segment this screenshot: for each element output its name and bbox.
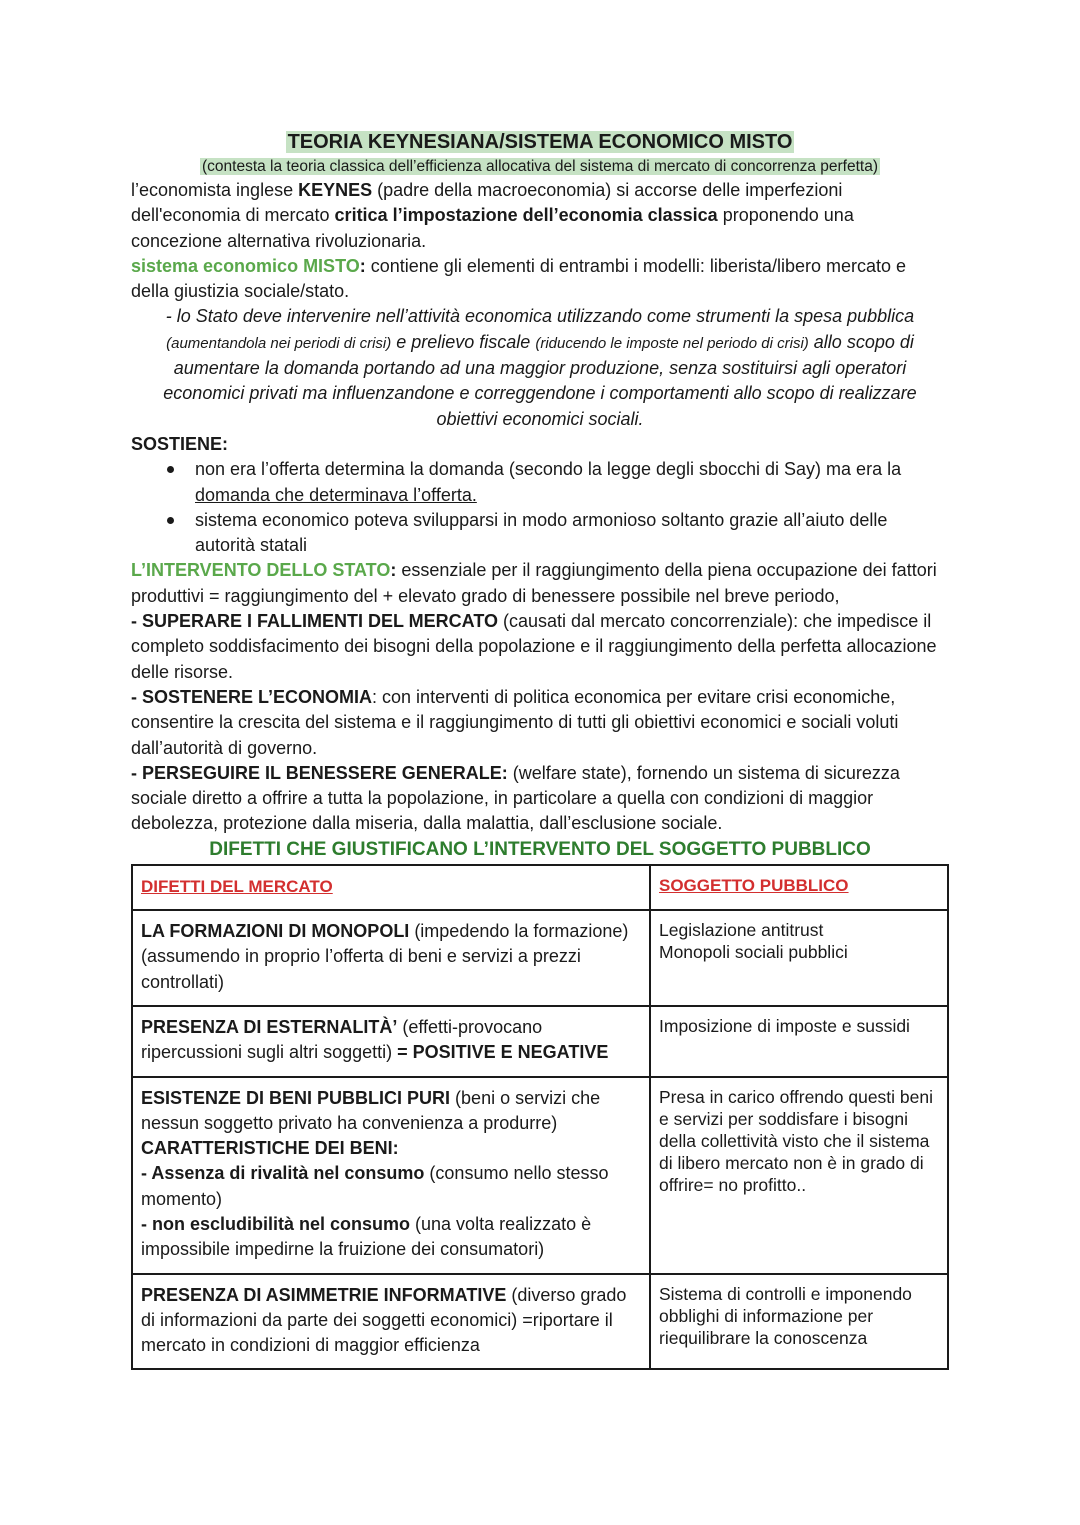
table-cell: Sistema di controlli e imponendo obblighi di informazione per riequilibrare la conoscenza: [650, 1274, 948, 1370]
table-title: DIFETTI CHE GIUSTIFICANO L’INTERVENTO DEL SOGGETTO PUBBLICO: [209, 838, 871, 860]
table-header-cell: DIFETTI DEL MERCATO: [132, 865, 650, 910]
table-row: [132, 1006, 948, 1077]
table-cell: LA FORMAZIONI DI MONOPOLI (impedendo la formazione) (assumendo in proprio l’offerta di beni e servizi a prezzi controllati): [132, 910, 650, 1006]
table-header-row: [132, 865, 948, 910]
table-header-cell: SOGGETTO PUBBLICO: [650, 865, 948, 910]
table-cell: PRESENZA DI ESTERNALITÀ’ (effetti-provocano ripercussioni sugli altri soggetti) = POSITIVE E NEGATIVE: [132, 1006, 650, 1077]
table-cell: ESISTENZE DI BENI PUBBLICI PURI (beni o servizi che nessun soggetto privato ha convenienza a produrre) CARATTERISTICHE DEI BENI: - Assenza di rivalità nel consumo (consumo nello stesso momento) - non escludibilità nel consumo (una volta realizzato è impossibile impedirne la fruizione dei consumatori): [132, 1077, 650, 1274]
sostenere-paragraph: - SOSTENERE L’ECONOMIA: con interventi di politica economica per evitare crisi economiche, consentire la crescita del sistema e il raggiungimento di tutti gli obiettivi economici e sociali voluti dall’autorità di governo.: [131, 686, 899, 758]
page-title: TEORIA KEYNESIANA/SISTEMA ECONOMICO MISTO: [287, 131, 793, 153]
difetti-table: [131, 864, 949, 1371]
superare-paragraph: - SUPERARE I FALLIMENTI DEL MERCATO (causati dal mercato concorrenziale): che impedisce il completo soddisfacimento dei bisogni della popolazione e il raggiungimento della perfetta allocazione delle risorse.: [131, 611, 937, 682]
list-item: sistema economico poteva svilupparsi in modo armonioso soltanto grazie all’aiuto delle autorità statali: [195, 508, 949, 559]
misto-paragraph: sistema economico MISTO: contiene gli elementi di entrambi i modelli: liberista/libero mercato e della giustizia sociale/stato.: [131, 255, 907, 302]
stato-paragraph: - lo Stato deve intervenire nell’attività economica utilizzando come strumenti la spesa pubblica (aumentandola nei periodi di crisi) e prelievo fiscale (riducendo le imposte nel periodo di crisi) allo scopo di aumentare la domanda portando ad una maggior produzione, senza sostituirsi agli operatori economici privati ma influenzandone e correggendone i comportamenti allo scopo di realizzare obiettivi economici sociali.: [163, 306, 917, 429]
sostiene-heading: SOSTIENE:: [131, 433, 229, 454]
table-row: [132, 1077, 948, 1274]
list-item: non era l’offerta determina la domanda (secondo la legge degli sbocchi di Say) ma era la domanda che determinava l’offerta.: [195, 457, 949, 508]
table-row: [132, 1274, 948, 1370]
page-subtitle: (contesta la teoria classica dell’efficienza allocativa del sistema di mercato di concorrenza perfetta): [201, 158, 878, 175]
sostiene-list: [131, 457, 949, 558]
table-cell: PRESENZA DI ASIMMETRIE INFORMATIVE (diverso grado di informazioni da parte dei soggetti economici) =riportare il mercato in condizioni di maggior efficienza: [132, 1274, 650, 1370]
perseguire-paragraph: - PERSEGUIRE IL BENESSERE GENERALE: (welfare state), fornendo un sistema di sicurezza sociale diretto a offrire a tutta la popolazione, in particolare a quella con condizioni di maggior debolezza, protezione dalla miseria, dalla malattia, dall’esclusione sociale.: [131, 762, 900, 834]
table-cell: Legislazione antitrust Monopoli sociali pubblici: [650, 910, 948, 1006]
table-row: [132, 910, 948, 1006]
table-cell: Presa in carico offrendo questi beni e servizi per soddisfare i bisogni della collettività visto che il sistema di libero mercato non è in grado di offrire= no profitto..: [650, 1077, 948, 1274]
intervento-paragraph: L’INTERVENTO DELLO STATO: essenziale per il raggiungimento della piena occupazione dei fattori produttivi = raggiungimento del + elevato grado di benessere possibile nel breve periodo,: [131, 560, 937, 606]
document-page: [131, 128, 949, 1370]
intro-paragraph: l’economista inglese KEYNES (padre della macroeconomia) si accorse delle imperfezioni dell'economia di mercato critica l’impostazione dell’economia classica proponendo una concezione alternativa rivoluzionaria.: [131, 180, 854, 251]
table-cell: Imposizione di imposte e sussidi: [650, 1006, 948, 1077]
